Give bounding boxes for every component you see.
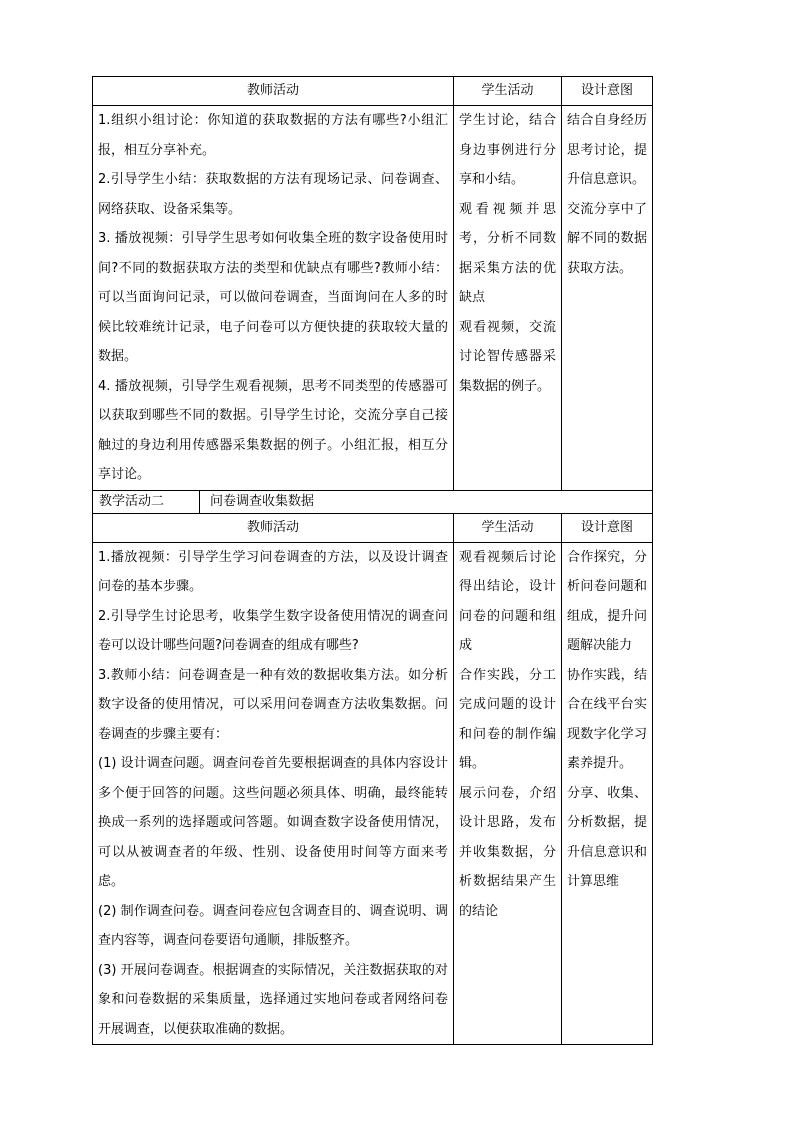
- table1-content-row: [93, 106, 653, 491]
- intent-paragraph: 交流分享中了解不同的数据获取方法。: [567, 201, 647, 276]
- teacher-paragraph: (3) 开展问卷调查。根据调查的实际情况，关注数据获取的对象和问卷数据的采集质量，选择通过实地问卷或者网络问卷开展调查，以便获取准确的数据。: [98, 962, 448, 1037]
- student-paragraph: 观看视频并思考，分析不同数据采集方法的优缺点: [459, 201, 556, 305]
- header-design-intent: 设计意图: [562, 513, 653, 542]
- table2-teacher-cell: [93, 542, 454, 1045]
- header-design-intent: 设计意图: [562, 77, 653, 106]
- section-title: 问卷调查收集数据: [210, 493, 315, 509]
- header-teacher-activity: 教师活动: [93, 513, 454, 542]
- table2-content-row: [93, 542, 653, 1045]
- teacher-paragraph: (2) 制作调查问卷。调查问卷应包含调查目的、调查说明、调查内容等，调查问卷要语句通顺，排版整齐。: [98, 903, 448, 948]
- teacher-paragraph: (1) 设计调查问题。调查问卷首先要根据调查的具体内容设计多个便于回答的问题。这些问题必须具体、明确，最终能转换成一系列的选择题或问答题。如调查数字设备使用情况，可以从被调查者的年级、性别、设备使用时间等方面来考虑。: [98, 756, 448, 889]
- teacher-paragraph: 3.教师小结：问卷调查是一种有效的数据收集方法。如分析数字设备的使用情况，可以采用问卷调查方法收集数据。问卷调查的步骤主要有：: [98, 667, 448, 742]
- header-student-activity: 学生活动: [454, 513, 562, 542]
- teacher-paragraph: 4. 播放视频，引导学生观看视频，思考不同类型的传感器可以获取到哪些不同的数据。引导学生讨论，交流分享自己接触过的身边利用传感器采集数据的例子。小组汇报，相互分享讨论。: [98, 378, 448, 482]
- table1-student-cell: [454, 106, 562, 491]
- header-student-activity: 学生活动: [454, 77, 562, 106]
- teacher-paragraph: 3. 播放视频：引导学生思考如何收集全班的数字设备使用时间?不同的数据获取方法的类型和优缺点有哪些?教师小结：可以当面询问记录，可以做问卷调查，当面询问在人多的时候比较难统计记录，电子问卷可以方便快捷的获取较大量的数据。: [98, 231, 448, 364]
- student-paragraph: 观看视频后讨论得出结论，设计问卷的问题和组成: [459, 549, 556, 653]
- teacher-paragraph: 2.引导学生小结：获取数据的方法有现场记录、问卷调查、网络获取、设备采集等。: [98, 172, 448, 217]
- intent-paragraph: 协作实践，结合在线平台实现数字化学习素养提升。: [567, 667, 647, 771]
- section-label: 教学活动二: [93, 491, 200, 513]
- lesson-plan-table: [92, 76, 653, 1045]
- table1-intent-cell: [562, 106, 653, 491]
- table1-header-row: [93, 77, 653, 106]
- intent-paragraph: 合作探究，分析问卷问题和组成，提升问题解决能力: [567, 549, 647, 653]
- section-cell: [93, 490, 653, 513]
- table2-student-cell: [454, 542, 562, 1045]
- intent-paragraph: 结合自身经历思考讨论，提升信息意识。: [567, 113, 647, 187]
- header-teacher-activity: 教师活动: [93, 77, 454, 106]
- section-row: [93, 490, 653, 513]
- table2-header-row: [93, 513, 653, 542]
- student-paragraph: 学生讨论，结合身边事例进行分享和小结。: [459, 113, 556, 187]
- student-paragraph: 合作实践，分工完成问题的设计和问卷的制作编辑。: [459, 667, 556, 771]
- teacher-paragraph: 1.组织小组讨论：你知道的获取数据的方法有哪些?小组汇报，相互分享补充。: [98, 113, 448, 158]
- teacher-paragraph: 2.引导学生讨论思考，收集学生数字设备使用情况的调查问卷可以设计哪些问题?问卷调查的组成有哪些?: [98, 608, 448, 653]
- table2-intent-cell: [562, 542, 653, 1045]
- teacher-paragraph: 1.播放视频：引导学生学习问卷调查的方法，以及设计调查问卷的基本步骤。: [98, 549, 448, 594]
- student-paragraph: 观看视频，交流讨论智传感器采集数据的例子。: [459, 319, 556, 394]
- table1-teacher-cell: [93, 106, 454, 491]
- intent-paragraph: 分享、收集、分析数据，提升信息意识和计算思维: [567, 785, 647, 889]
- student-paragraph: 展示问卷，介绍设计思路，发布并收集数据，分析数据结果产生的结论: [459, 785, 556, 919]
